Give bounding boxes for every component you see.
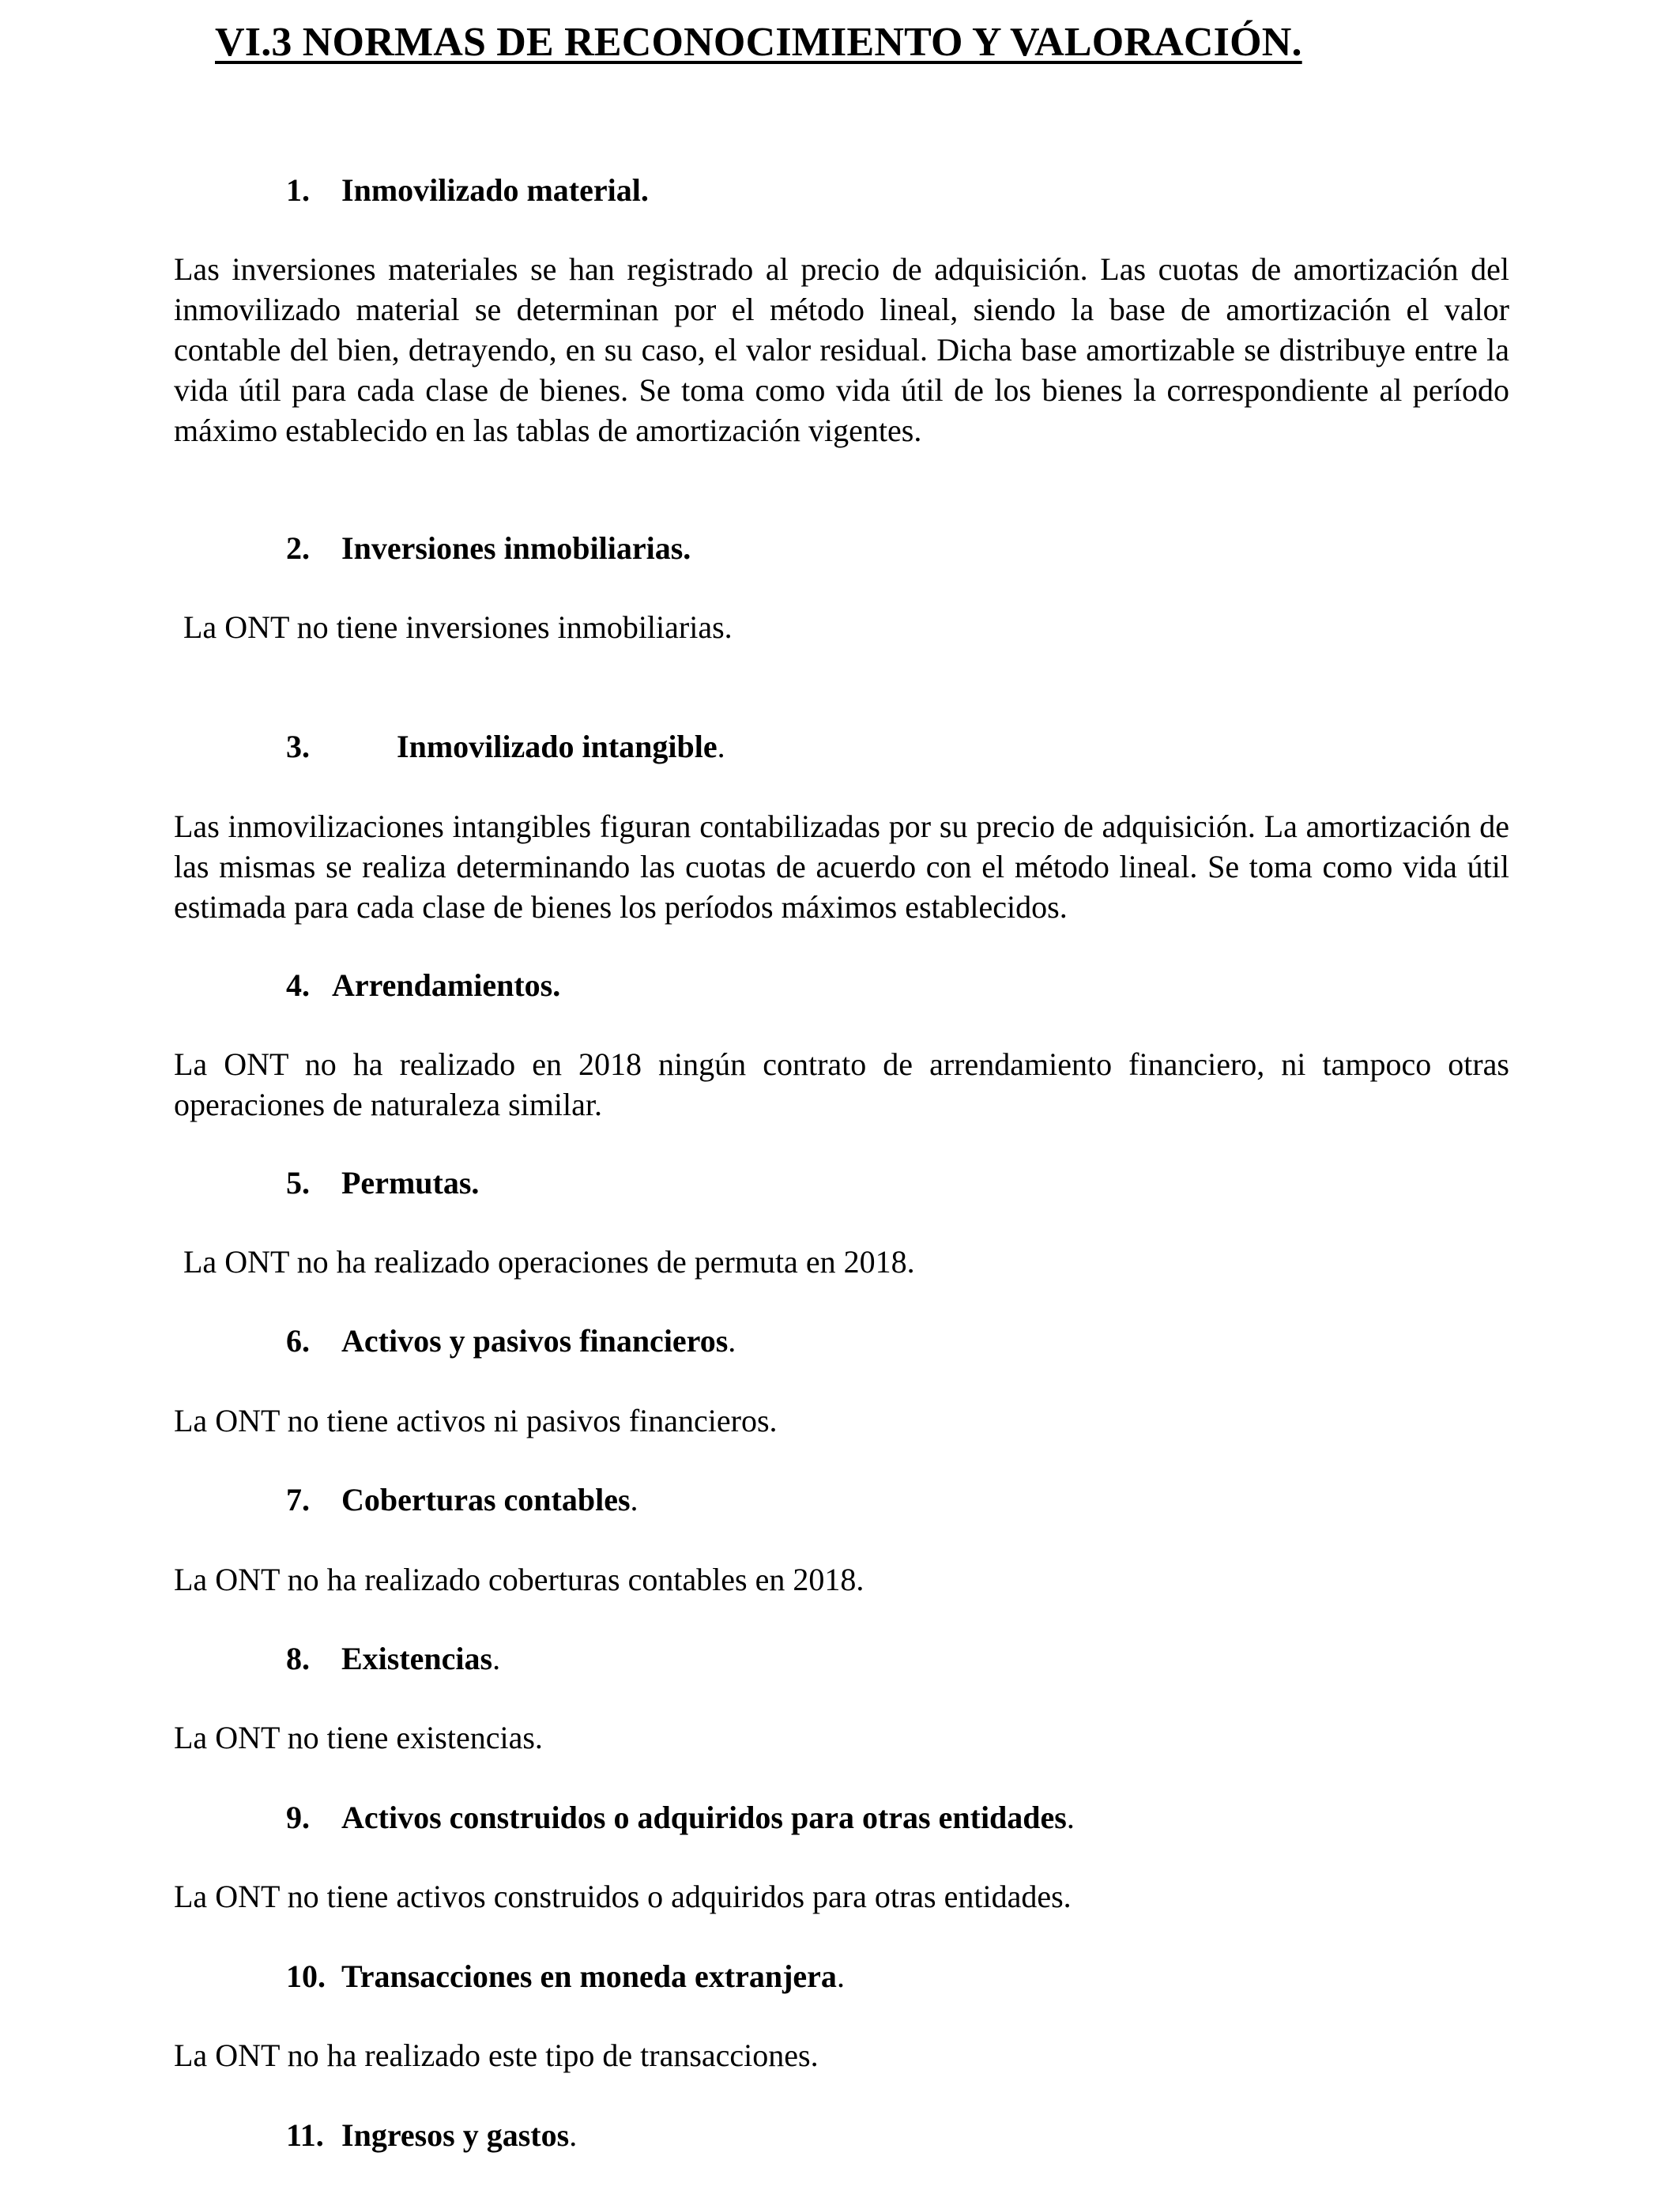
section-number: 5.: [286, 1165, 310, 1201]
section-number: 9.: [286, 1800, 310, 1835]
section-title: Activos y pasivos financieros: [341, 1323, 729, 1359]
section-heading-7: 7. Coberturas contables.: [286, 1480, 638, 1521]
section-title: Existencias: [341, 1641, 493, 1676]
section-number: 2.: [286, 530, 310, 566]
section-heading-10: 10. Transacciones en moneda extranjera.: [286, 1956, 845, 1997]
section-body-6: La ONT no tiene activos ni pasivos financieros.: [174, 1403, 778, 1438]
section-heading-5: [286, 1163, 479, 1204]
section-number: 6.: [286, 1323, 310, 1359]
section-title: Inversiones inmobiliarias.: [341, 530, 691, 566]
section-heading-1: [286, 170, 649, 211]
section-heading-4: [286, 965, 560, 1006]
section-heading-11: 11. Ingresos y gastos.: [286, 2115, 577, 2156]
section-body-1: Las inversiones materiales se han registrado al precio de adquisición. Las cuotas de amortización del inmovilizado material se determinan por el método lineal, siendo la base de amortización el valor contable del bien, detrayendo, en su caso, el valor residual. Dicha base amortizable se distribuye entre la vida útil para cada clase de bienes. Se toma como vida útil de los bienes la correspondiente al período máximo establecido en las tablas de amortización vigentes.: [174, 251, 1509, 448]
section-body-4: La ONT no ha realizado en 2018 ningún contrato de arrendamiento financiero, ni tampoco otras operaciones de naturaleza similar.: [174, 1046, 1509, 1122]
section-title: Transacciones en moneda extranjera: [341, 1958, 837, 1994]
section-heading-3: 3. Inmovilizado intangible.: [286, 726, 725, 767]
section-title: Activos construidos o adquiridos para otras entidades: [341, 1800, 1067, 1835]
section-title: Permutas.: [341, 1165, 480, 1201]
section-number: 11.: [286, 2117, 324, 2153]
section-number: 4.: [286, 967, 310, 1003]
section-number: 10.: [286, 1958, 326, 1994]
section-number: 8.: [286, 1641, 310, 1676]
section-title: Inmovilizado material.: [341, 172, 649, 208]
section-heading-2: [286, 528, 691, 569]
section-number: 7.: [286, 1482, 310, 1517]
section-body-5: La ONT no ha realizado operaciones de permuta en 2018.: [183, 1244, 915, 1280]
section-body-7: La ONT no ha realizado coberturas contables en 2018.: [174, 1562, 864, 1597]
section-heading-8: 8. Existencias.: [286, 1638, 500, 1679]
section-heading-9: 9. Activos construidos o adquiridos para otras entidades.: [286, 1797, 1075, 1838]
section-body-3: Las inmovilizaciones intangibles figuran contabilizadas por su precio de adquisición. La amortización de las mismas se realiza determinando las cuotas de acuerdo con el método lineal. Se toma como vida útil estimada para cada clase de bienes los períodos máximos establecidos.: [174, 809, 1509, 925]
section-number: 3.: [286, 729, 310, 764]
section-body-10: La ONT no ha realizado este tipo de transacciones.: [174, 2038, 819, 2073]
section-body-2: La ONT no tiene inversiones inmobiliarias.: [183, 609, 733, 645]
section-title: Inmovilizado intangible: [397, 729, 718, 764]
section-heading-6: 6. Activos y pasivos financieros.: [286, 1321, 736, 1362]
section-title: Coberturas contables: [341, 1482, 631, 1517]
section-number: 1.: [286, 172, 310, 208]
section-title: Arrendamientos.: [332, 967, 561, 1003]
section-body-8: La ONT no tiene existencias.: [174, 1720, 543, 1755]
page-title: VI.3 NORMAS DE RECONOCIMIENTO Y VALORACIÓN.: [215, 20, 1302, 65]
section-body-9: La ONT no tiene activos construidos o adquiridos para otras entidades.: [174, 1879, 1072, 1914]
section-title: Ingresos y gastos: [341, 2117, 570, 2153]
